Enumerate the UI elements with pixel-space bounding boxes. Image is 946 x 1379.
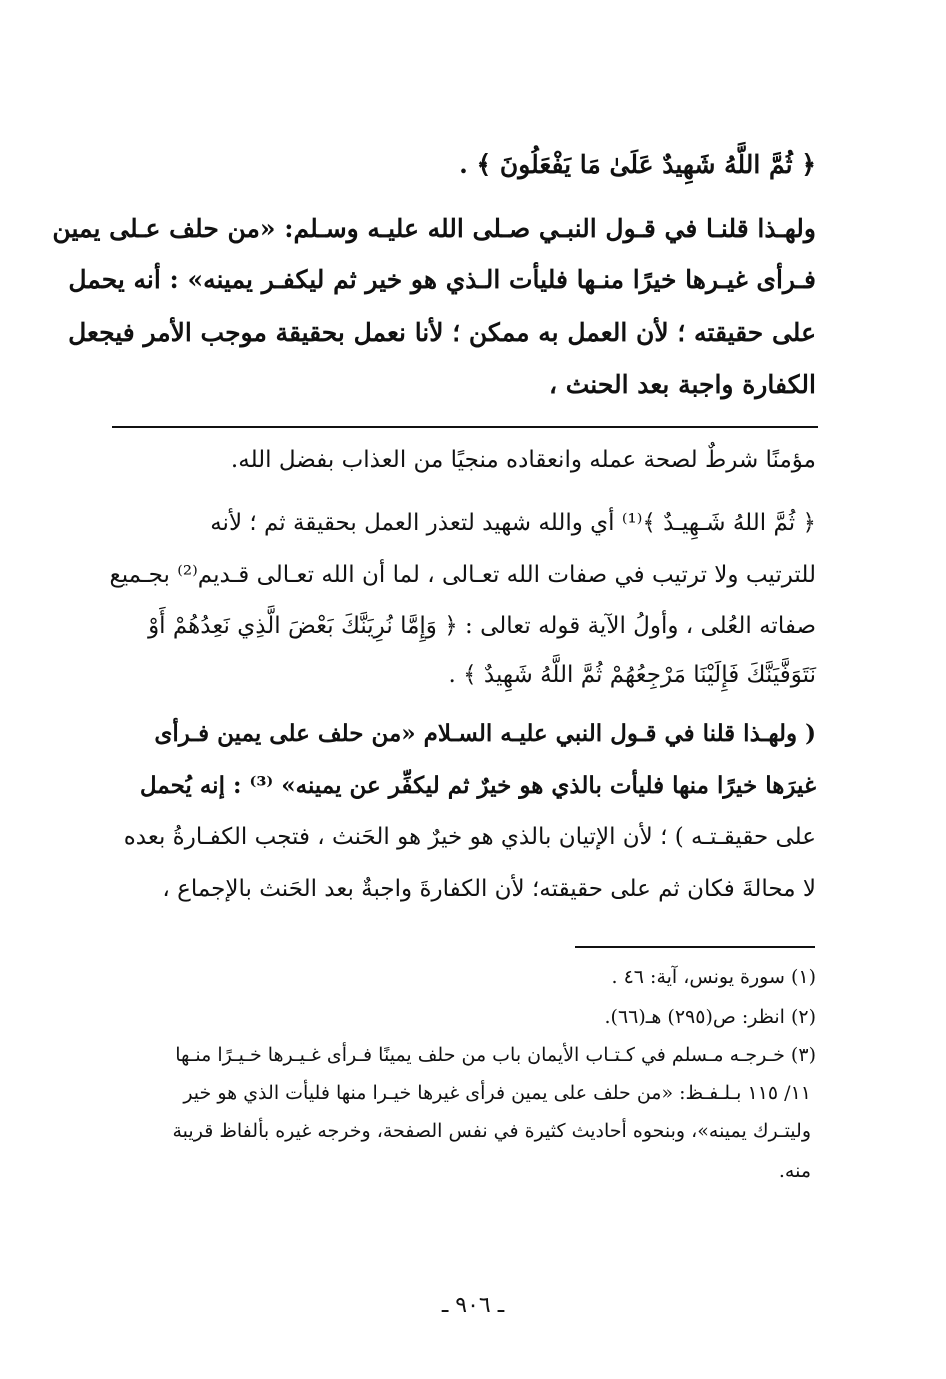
main-line-5: الكفارة واجبة بعد الحنث ، xyxy=(548,370,816,399)
main-line-1: ﴿ ثُمَّ اللَّهُ شَهِيدٌ عَلَىٰ مَا يَفْعَلُونَ ﴾ . xyxy=(459,150,816,179)
commentary-line-8: على حقيقـتـه ) ؛ لأن الإتيان بالذي هو خيرٌ هو الحَنث ، فتجب الكفـارةُ بعده xyxy=(123,824,816,850)
commentary-line-4: صفاته العُلى ، وأولُ الآية قوله تعالى : ﴿ وَإِمَّا نُرِيَنَّكَ بَعْضَ الَّذِي نَعِدُهُمْ أَوْ xyxy=(148,613,816,639)
page-number: ـ ٩٠٦ ـ xyxy=(441,1293,505,1318)
main-line-2: ولهـذا قلنـا في قـول النبـي صـلى الله عليـه وسـلم: «من حلف عـلى يمين xyxy=(52,214,816,243)
commentary-line-3: للترتيب ولا ترتيب في صفات الله تعـالى ، لما أن الله تعـالى قـديم⁽²⁾ بجـميع xyxy=(109,562,816,588)
footnote-3-line-3: وليتـرك يمينه»، وبنحوه أحاديث كثيرة في نفس الصفحة، وخرجه غيره بألفاظ قريبة xyxy=(172,1120,811,1142)
footnote-1: (١) سورة يونس، آية: ٤٦ . xyxy=(611,966,816,988)
commentary-line-9: لا محالةَ فكان ثم على حقيقته؛ لأن الكفارةَ واجبةٌ بعد الحَنث بالإجماع ، xyxy=(162,876,816,902)
section-divider xyxy=(112,426,818,428)
main-line-3: فـرأى غيـرها خيرًا منـها فليأت الـذي هو خير ثم ليكفـر يمينه» : أنه يحمل xyxy=(68,265,816,294)
footnote-3-line-4: منه. xyxy=(778,1160,811,1182)
footnote-3-line-2: ١١/ ١١٥ بـلـفـظ: «من حلف على يمين فرأى غيرها خيـرا منها فليأت الذي هو خير xyxy=(183,1082,811,1104)
commentary-line-2: ﴿ ثُمَّ اللهُ شَـهِيـدٌ ﴾⁽¹⁾ أي والله شهيد لتعذر العمل بحقيقة ثم ؛ لأنه xyxy=(210,510,816,536)
commentary-line-1: مؤمنًا شرطٌ لصحة عمله وانعقاده منجيًا من العذاب بفضل الله. xyxy=(230,447,816,473)
commentary-line-7: غيرَها خيرًا منها فليأت بالذي هو خيرٌ ثم ليكفِّر عن يمينه» ⁽³⁾ : إنه يُحمل xyxy=(139,772,816,799)
footnote-3-line-1: (٣) خـرجـه مـسلم في كـتـاب الأيمان باب من حلف يمينًا فـرأى غـيـرها خـيـرًا منـها xyxy=(175,1044,816,1066)
commentary-line-6: ( ولهـذا قلنا في قـول النبي عليـه السـلام «من حلف على يمين فـرأى xyxy=(154,720,816,747)
commentary-line-5: نَتَوَفَّيَنَّكَ فَإِلَيْنَا مَرْجِعُهُمْ ثُمَّ اللَّهُ شَهِيدٌ ﴾ . xyxy=(448,662,816,688)
main-line-4: على حقيقته ؛ لأن العمل به ممكن ؛ لأنا نعمل بحقيقة موجب الأمر فيجعل xyxy=(68,318,816,347)
footnote-2: (٢) انظر: ص(٢٩٥) هـ(٦٦). xyxy=(604,1006,816,1028)
footnote-divider xyxy=(575,946,815,948)
